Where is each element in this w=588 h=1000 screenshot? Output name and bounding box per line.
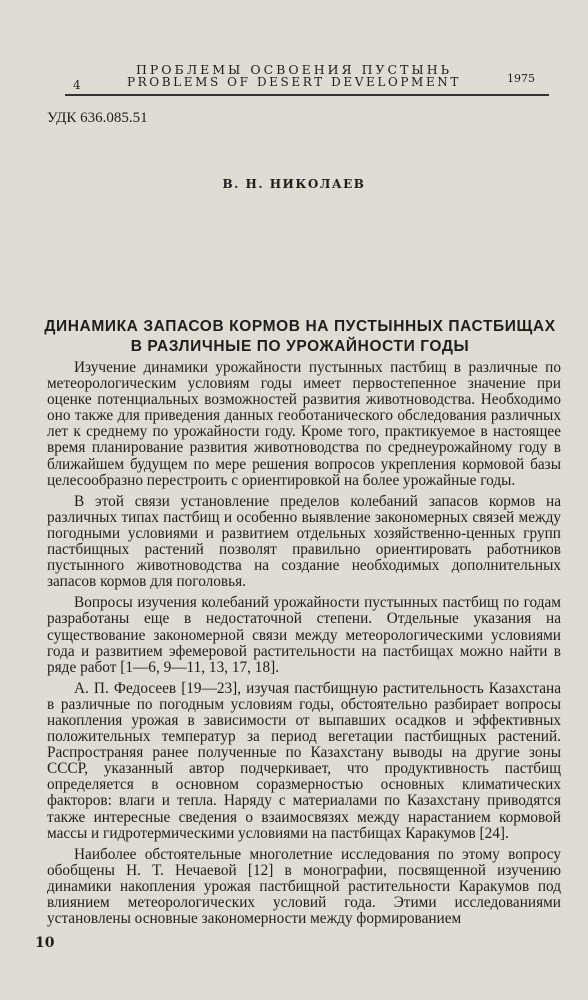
body-paragraph: Вопросы изучения колебаний урожайности пустынных пастбищ по годам разработаны еще в недостаточной степени. Отдельные указания на существование закономерной связи между метеорологическими условиями года и развитием эфемеровой растительности на пастбищах можно найти в ряде работ [1—6, 9—11, 13, 17, 18]. bbox=[47, 594, 561, 676]
author-name: В. Н. НИКОЛАЕВ bbox=[222, 177, 366, 191]
journal-title-ru: ПРОБЛЕМЫ ОСВОЕНИЯ ПУСТЫНЬ bbox=[135, 62, 453, 77]
journal-title-en: PROBLEMS OF DESERT DEVELOPMENT bbox=[126, 75, 462, 89]
folio-number: 10 bbox=[35, 935, 55, 951]
article-title-line: ДИНАМИКА ЗАПАСОВ КОРМОВ НА ПУСТЫННЫХ ПАСТБИЩАХ bbox=[44, 318, 556, 335]
body-paragraph: А. П. Федосеев [19—23], изучая пастбищную растительность Казахстана в различные по погодным условиям годы, обстоятельно разбирает вопросы накопления урожая в зависимости от выпавших осадков и эффективных положительных температур за период вегетации пастбищных растений. Распространяя ранее полученные по Казахстану выводы на другие зоны СССР, указанный автор подчеркивает, что продуктивность пастбищ определяется в основном соразмерностью основных климатических факторов: влаги и тепла. Наряду с материалами по Казахстану приводятся также интересные сведения о взаимосвязях между нарастанием кормовой массы и гидротермическими условиями на пастбищах Каракумов [24]. bbox=[47, 679, 561, 842]
article-title-line: В РАЗЛИЧНЫЕ ПО УРОЖАЙНОСТИ ГОДЫ bbox=[130, 338, 470, 355]
body-paragraph: Наиболее обстоятельные многолетние исследования по этому вопросу обобщены Н. Т. Нечаевой [12] в монографии, посвященной изучению динамики накопления урожая пастбищной растительности Каракумов под влиянием метеорологических условий года. Этими исследованиями установлены основные закономерности между формированием bbox=[47, 845, 561, 928]
header-year: 1975 bbox=[507, 72, 535, 85]
body-paragraph: Изучение динамики урожайности пустынных пастбищ в различные по метеорологическим условиям годы имеет первостепенное значение при оценке потенциальных возможностей развития животноводства. Необходимо оно также для приведения данных геоботанического обследования различных лет к среднему по урожайности году. Кроме того, практикуемое в настоящее время планирование развития животноводства по среднеурожайному году в ближайшем будущем по мере решения вопросов укрепления кормовой базы целесообразно перестроить с ориентировкой на более урожайные годы. bbox=[47, 359, 561, 489]
header-rule bbox=[65, 94, 549, 96]
article-body bbox=[47, 360, 561, 932]
header-page-number: 4 bbox=[73, 78, 81, 92]
body-paragraph: В этой связи установление пределов колебаний запасов кормов на различных типах пастбищ и особенно выявление закономерных связей между погодными условиями и развитием отдельных хозяйственно-ценных групп пастбищных растений позволят правильно ориентировать работников пустынного животноводства на создание необходимых дополнительных запасов кормов для поголовья. bbox=[47, 492, 561, 591]
udk-code: УДК 636.085.51 bbox=[47, 110, 148, 126]
article-title bbox=[40, 317, 560, 357]
